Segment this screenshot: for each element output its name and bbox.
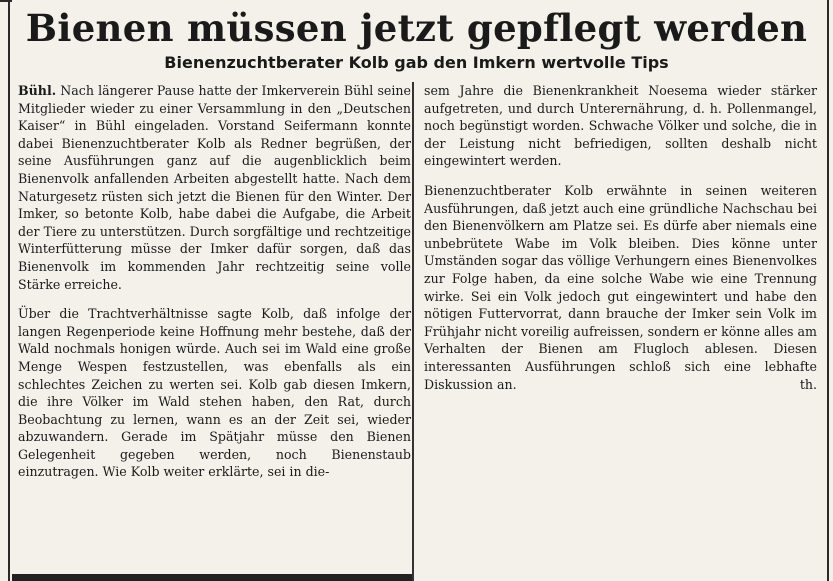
paragraph-text: Bienenzuchtberater Kolb erwähnte in seinen weiteren Ausführungen, daß jetzt auch eine gründliche Nachschau bei den Bienenvölkern am Platze sei. Es dürfe aber niemals eine unbebrütete Wabe im Volk bleiben. Dies könne unter Umständen sogar das völlige Verhungern eines Bienenvolkes zur Folge haben, da eine solche Wabe wie eine Trennung wirke. Sei ein Volk jedoch gut eingewintert und habe den nötigen Futtervorrat, dann brauche der Imker sein Volk im Frühjahr nicht voreilig aufreissen, sondern er könne alles am Verhalten der Bienen am Flugloch ablesen. Diesen interessanten Ausführungen schloß sich eine lebhafte Diskussion an.	[424, 182, 817, 392]
article-paragraph-1	[18, 82, 411, 293]
bottom-rule	[12, 574, 412, 581]
top-left-corner-rule	[0, 0, 12, 2]
author-signature: th.	[799, 376, 817, 392]
left-border-rule	[0, 0, 10, 581]
paragraph-text: Nach längerer Pause hatte der Imkerverein Bühl seine Mitglieder wieder zu einer Versammlung in den „Deutschen Kaiser“ in Bühl eingeladen. Vorstand Seifermann konnte dabei Bienenzuchtberater Kolb als Redner begrüßen, der seine Ausführungen ganz auf die augenblicklich beim Bienenvolk anfallenden Arbeiten abgestellt hatte. Nach dem Naturgesetz rüsten sich jetzt die Bienen für den Winter. Der Imker, so betonte Kolb, habe dabei die Aufgabe, die Arbeit der Tiere zu unterstützen. Durch sorgfältige und rechtzeitige Winterfütterung müsse der Imker dafür sorgen, daß das Bienenvolk im kommenden Jahr rechtzeitig seine volle Stärke erreiche.	[18, 83, 411, 292]
subheadline: Bienenzuchtberater Kolb gab den Imkern wertvolle Tips	[164, 53, 669, 72]
article-paragraph-2: Über die Trachtverhältnisse sagte Kolb, daß infolge der langen Regenperiode keine Hoffnung mehr bestehe, daß der Wald nochmals honigen würde. Auch sei im Wald eine große Menge Wespen festzustellen, was ebenfalls als ein schlechtes Zeichen zu werten sei. Kolb gab diesen Imkern, die ihre Völker im Wald stehen haben, den Rat, durch Beobachtung zu lernen, wann es an der Zeit sei, wieder abzuwandern. Gerade im Spätjahr müsse den Bienen Gelegenheit gegeben werden, noch Bienenstaub einzutragen. Wie Kolb weiter erklärte, sei in die-	[18, 306, 411, 480]
article-paragraph-4	[424, 182, 817, 393]
right-border-rule	[827, 0, 829, 581]
article-column-right	[424, 82, 817, 393]
article-column-left	[18, 82, 411, 481]
dateline: Bühl.	[18, 83, 57, 98]
article-paragraph-3: sem Jahre die Bienenkrankheit Noesema wieder stärker aufgetreten, und durch Unterernährung, d. h. Pollenmangel, noch begünstigt worden. Schwache Völker und solche, die in der Leistung nicht befriedigen, sollten deshalb nicht eingewintert werden.	[424, 83, 817, 169]
column-divider	[412, 82, 414, 581]
headline: Bienen müssen jetzt gepflegt werden	[25, 6, 808, 50]
